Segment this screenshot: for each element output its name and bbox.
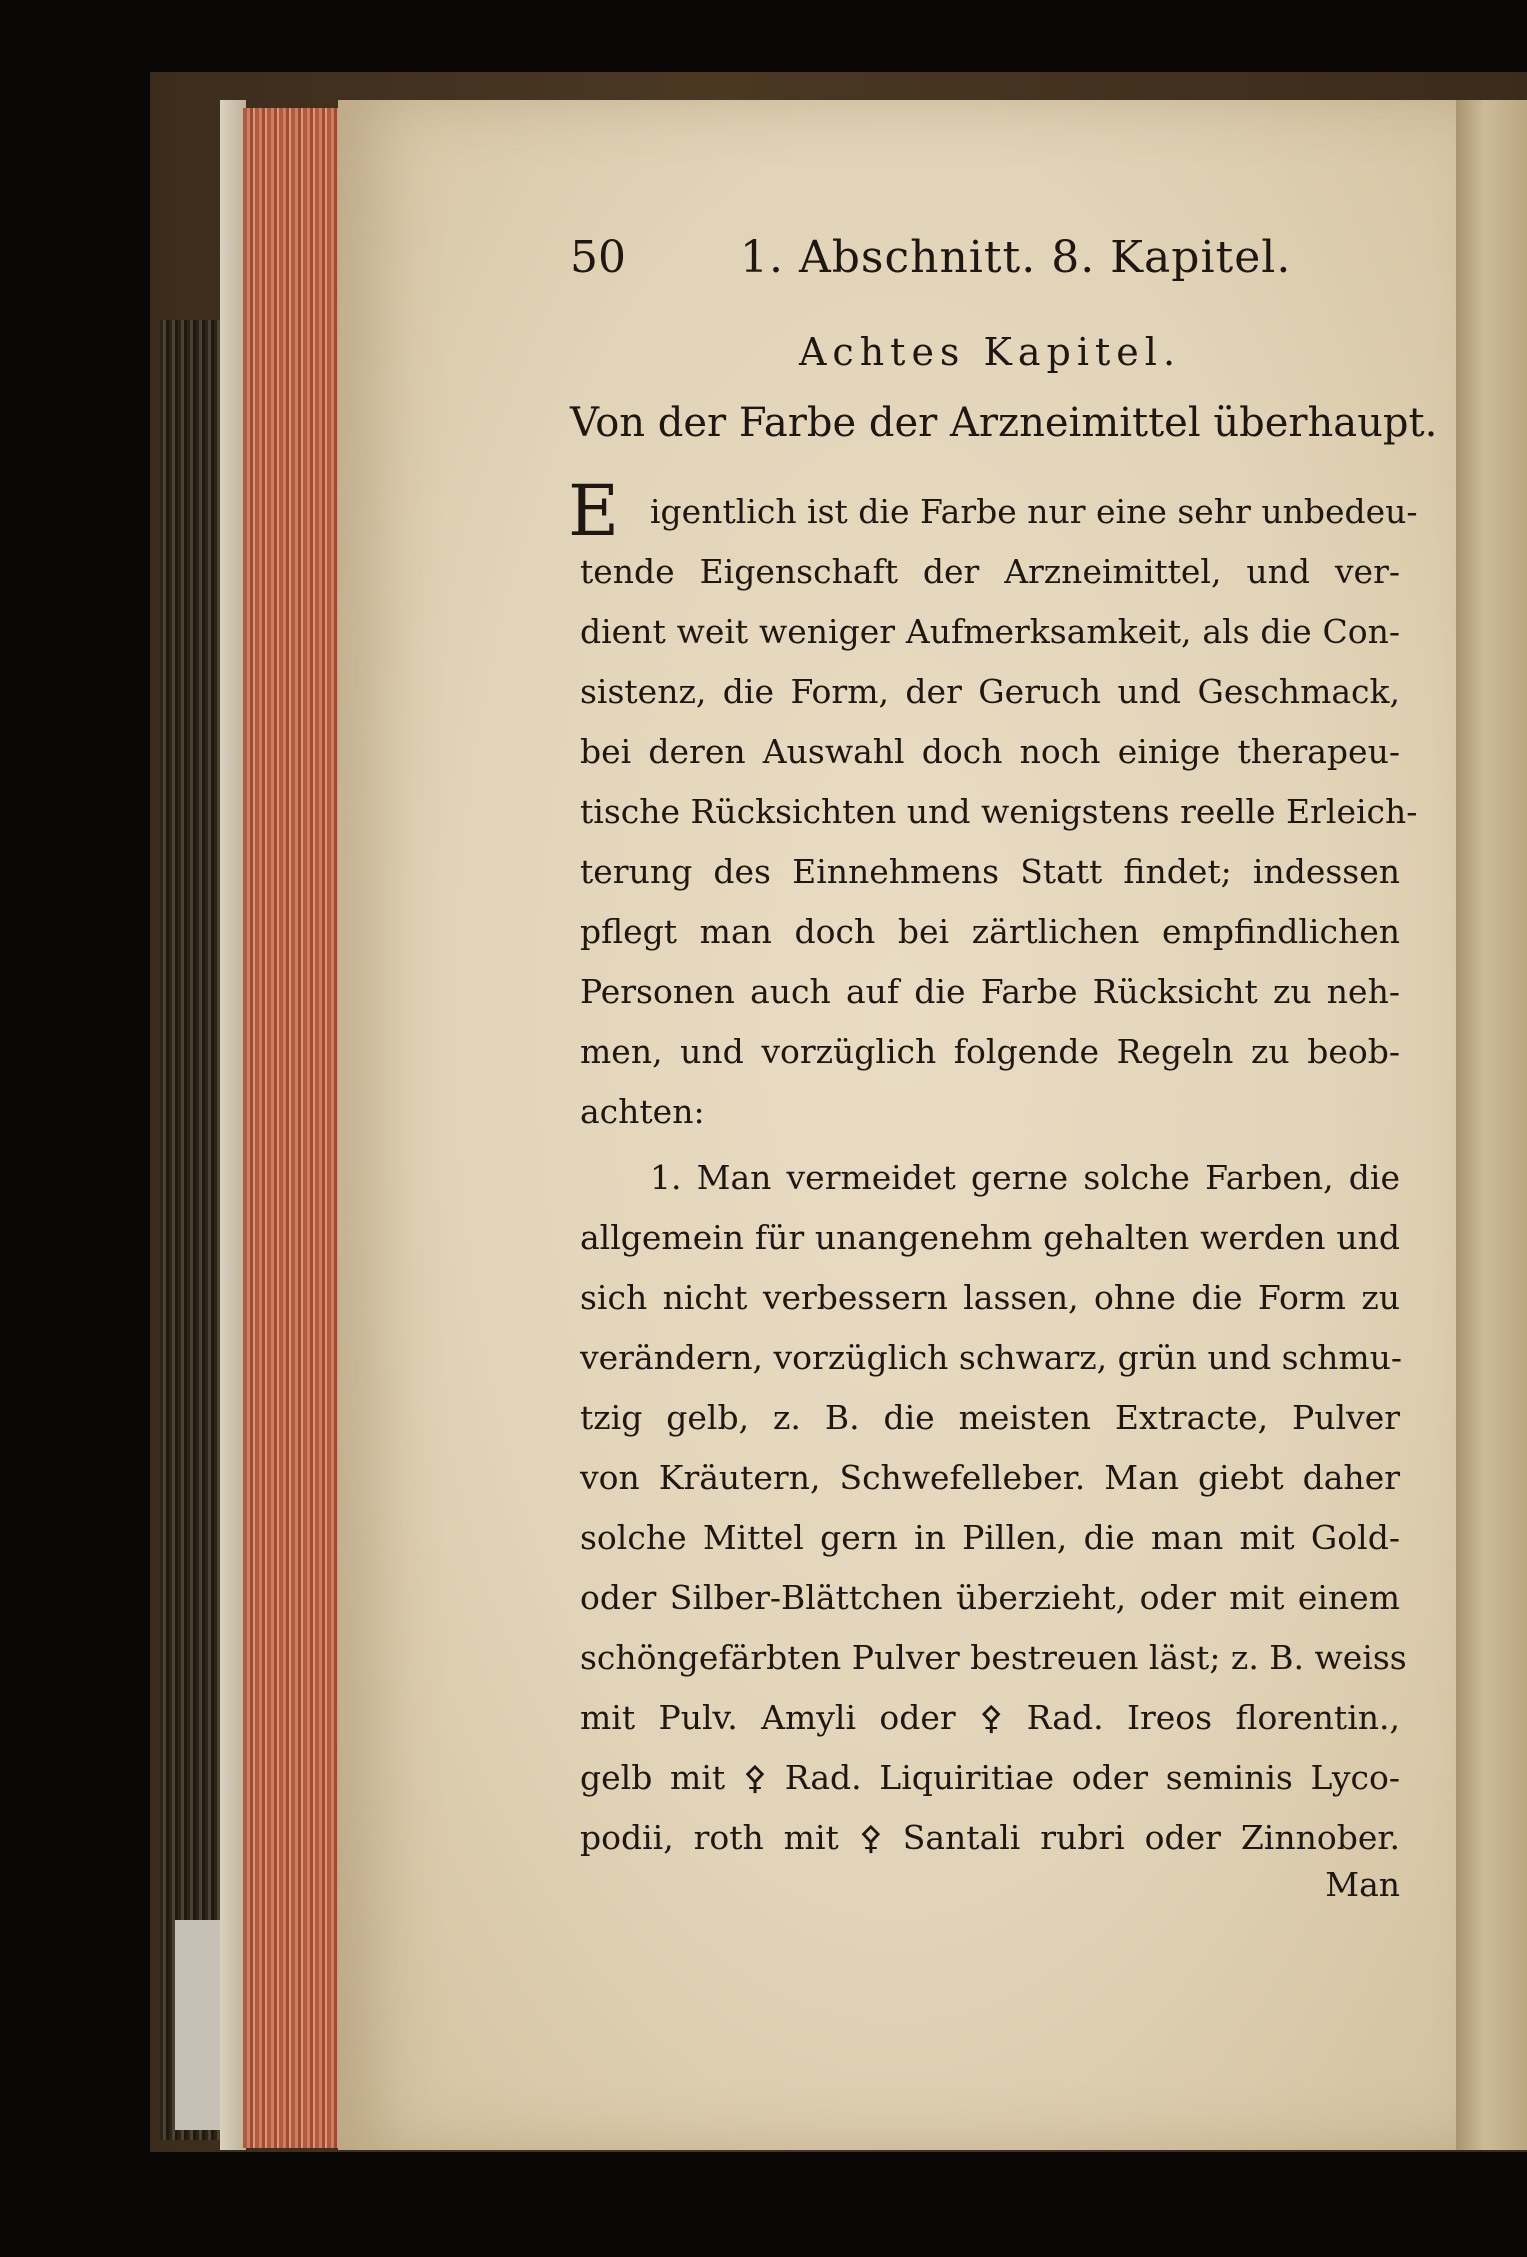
- text-line: tzig gelb, z. B. die meisten Extracte, Pulver: [580, 1398, 1400, 1437]
- text-line: verändern, vorzüglich schwarz, grün und schmu-: [580, 1338, 1403, 1377]
- page-block-edge: [160, 320, 220, 2140]
- text-line: oder Silber-Blättchen überzieht, oder mit einem: [580, 1578, 1400, 1617]
- text-line: sistenz, die Form, der Geruch und Geschmack,: [580, 672, 1400, 711]
- text-line: sich nicht verbessern lassen, ohne die Form zu: [580, 1278, 1400, 1317]
- text-line: allgemein für unangenehm gehalten werden und: [580, 1218, 1400, 1257]
- text-line: tische Rücksichten und wenigstens reelle Erleich-: [580, 792, 1418, 831]
- text-line: terung des Einnehmens Statt findet; indessen: [580, 852, 1400, 891]
- text-line: Personen auch auf die Farbe Rücksicht zu neh-: [580, 972, 1400, 1011]
- text-line: 1. Man vermeidet gerne solche Farben, die: [650, 1158, 1400, 1197]
- catchword: Man: [1325, 1865, 1400, 1904]
- spine-label: [175, 1920, 220, 2130]
- text-line: tende Eigenschaft der Arzneimittel, und ver-: [580, 552, 1400, 591]
- text-line: mit Pulv. Amyli oder ⚴ Rad. Ireos florentin.,: [580, 1698, 1400, 1737]
- text-line: solche Mittel gern in Pillen, die man mit Gold-: [580, 1518, 1400, 1557]
- facing-page-edge: [1456, 100, 1527, 2150]
- running-title: 1. Abschnitt. 8. Kapitel.: [740, 232, 1292, 283]
- text-line: podii, roth mit ⚴ Santali rubri oder Zinnober.: [580, 1818, 1400, 1857]
- red-page-edges: [243, 108, 343, 2148]
- text-line: igentlich ist die Farbe nur eine sehr unbedeu-: [650, 492, 1418, 531]
- text-line: men, und vorzüglich folgende Regeln zu beob-: [580, 1032, 1400, 1071]
- text-line: von Kräutern, Schwefelleber. Man giebt daher: [580, 1458, 1400, 1497]
- text-line: bei deren Auswahl doch noch einige therapeu-: [580, 732, 1400, 771]
- text-line: dient weit weniger Aufmerksamkeit, als die Con-: [580, 612, 1400, 651]
- chapter-subtitle: Von der Farbe der Arzneimittel überhaupt.: [570, 400, 1438, 446]
- text-line: gelb mit ⚴ Rad. Liquiritiae oder seminis Lyco-: [580, 1758, 1400, 1797]
- chapter-title: Achtes Kapitel.: [798, 330, 1182, 374]
- text-line: pflegt man doch bei zärtlichen empfindlichen: [580, 912, 1400, 951]
- page-number: 50: [570, 232, 626, 283]
- text-line: achten:: [580, 1092, 705, 1131]
- text-line: schöngefärbten Pulver bestreuen läst; z. B. weiss: [580, 1638, 1407, 1677]
- drop-cap: E: [568, 470, 620, 552]
